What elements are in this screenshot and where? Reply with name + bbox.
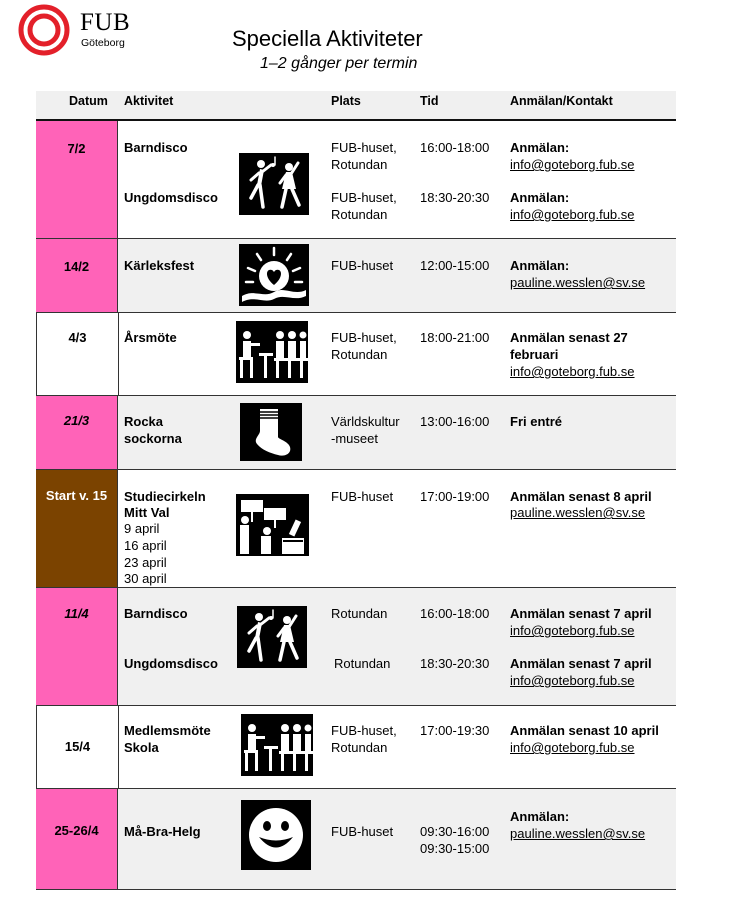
time: 17:00-19:30	[420, 723, 490, 738]
place: Världskultur	[331, 414, 400, 429]
time: 13:00-16:00	[420, 414, 490, 429]
contact-email-link[interactable]: info@goteborg.fub.se	[510, 740, 635, 755]
place: FUB-huset	[331, 489, 394, 504]
time: 16:00-18:00	[420, 140, 490, 155]
contact-label: Anmälan senast 7 april	[510, 606, 652, 621]
activity-name: Rocka	[124, 414, 164, 429]
contact-label: Anmälan senast 8 april	[510, 489, 652, 504]
activity-name: Barndisco	[124, 140, 188, 155]
heart-sun-icon	[239, 244, 309, 306]
meeting-icon	[236, 321, 308, 383]
contact-label: Anmälan senast 7 april	[510, 656, 652, 671]
contact-email-link[interactable]: info@goteborg.fub.se	[510, 623, 635, 638]
session-date: 16 april	[124, 538, 167, 553]
place: FUB-huset,	[331, 723, 397, 738]
column-header-kontakt: Anmälan/Kontakt	[510, 94, 613, 108]
voting-icon	[236, 494, 309, 556]
contact-label: Anmälan:	[510, 258, 570, 273]
time: 09:30-16:00	[420, 824, 490, 839]
activity-name: Skola	[124, 740, 159, 755]
page-title: Speciella Aktiviteter	[232, 26, 423, 51]
table-row	[36, 239, 676, 313]
table-row	[36, 588, 676, 706]
contact-label: Fri entré	[510, 414, 563, 429]
contact-label: Anmälan:	[510, 140, 570, 155]
table-header	[36, 91, 676, 121]
activity-name: Må-Bra-Helg	[124, 824, 201, 839]
sock-icon	[240, 403, 302, 461]
contact-email-link[interactable]: pauline.wesslen@sv.se	[510, 275, 646, 290]
table-row	[36, 396, 676, 470]
date-cell: 15/4	[36, 706, 119, 788]
activity-name: Medlemsmöte	[124, 723, 211, 738]
activity-name: Ungdomsdisco	[124, 656, 218, 671]
contact-email-link[interactable]: info@goteborg.fub.se	[510, 157, 635, 172]
place: Rotundan	[331, 347, 388, 362]
column-header-aktivitet: Aktivitet	[124, 94, 174, 108]
contact-email-link[interactable]: info@goteborg.fub.se	[510, 207, 635, 222]
activity-name: sockorna	[124, 431, 182, 446]
table-row	[36, 313, 676, 396]
time: 09:30-15:00	[420, 841, 490, 856]
place: Rotundan	[331, 606, 388, 621]
activity-name: Årsmöte	[124, 330, 177, 345]
place: -museet	[331, 431, 378, 446]
activity-name: Barndisco	[124, 606, 188, 621]
column-header-datum: Datum	[69, 94, 108, 108]
table-row	[36, 470, 676, 588]
session-date: 23 april	[124, 555, 167, 570]
disco-dancers-icon	[239, 153, 309, 215]
contact-label: februari	[510, 347, 559, 362]
activity-name: Mitt Val	[124, 505, 170, 520]
place: FUB-huset,	[331, 330, 397, 345]
logo-city: Göteborg	[81, 37, 125, 49]
column-header-tid: Tid	[420, 94, 439, 108]
place: Rotundan	[331, 207, 388, 222]
date-cell: 11/4	[36, 588, 118, 705]
date-cell: 4/3	[36, 313, 119, 395]
session-date: 30 april	[124, 571, 167, 586]
time: 17:00-19:00	[420, 489, 490, 504]
date-cell: Start v. 15	[36, 470, 118, 587]
contact-email-link[interactable]: info@goteborg.fub.se	[510, 673, 635, 688]
time: 18:30-20:30	[420, 656, 490, 671]
smiley-icon	[241, 800, 311, 870]
logo-name: FUB	[80, 9, 131, 36]
contact-label: Anmälan:	[510, 809, 570, 824]
place: Rotundan	[331, 740, 388, 755]
time: 16:00-18:00	[420, 606, 490, 621]
time: 18:00-21:00	[420, 330, 490, 345]
session-date: 9 april	[124, 521, 160, 536]
date-cell: 25-26/4	[36, 789, 118, 889]
meeting-icon	[241, 714, 313, 776]
contact-label: Anmälan senast 27	[510, 330, 628, 345]
date-cell: 21/3	[36, 396, 118, 469]
place: FUB-huset	[331, 824, 394, 839]
disco-dancers-icon	[237, 606, 307, 668]
fub-logo-ring-icon	[18, 4, 70, 56]
contact-label: Anmälan:	[510, 190, 570, 205]
contact-email-link[interactable]: info@goteborg.fub.se	[510, 364, 635, 379]
place: FUB-huset	[331, 258, 394, 273]
activity-name: Ungdomsdisco	[124, 190, 218, 205]
fub-logo	[18, 4, 148, 56]
contact-email-link[interactable]: pauline.wesslen@sv.se	[510, 826, 646, 841]
date-cell: 7/2	[36, 121, 118, 238]
date-cell: 14/2	[36, 239, 118, 312]
column-header-plats: Plats	[331, 94, 361, 108]
time: 18:30-20:30	[420, 190, 490, 205]
contact-label: Anmälan senast 10 april	[510, 723, 659, 738]
table-row	[36, 789, 676, 890]
place: FUB-huset,	[331, 140, 397, 155]
table-row	[36, 121, 676, 239]
table-row	[36, 706, 676, 789]
time: 12:00-15:00	[420, 258, 490, 273]
contact-email-link[interactable]: pauline.wesslen@sv.se	[510, 505, 646, 520]
activity-name: Studiecirkeln	[124, 489, 206, 504]
place: FUB-huset,	[331, 190, 397, 205]
place: Rotundan	[334, 656, 391, 671]
page-subtitle: 1–2 gånger per termin	[260, 55, 418, 72]
activity-name: Kärleksfest	[124, 258, 195, 273]
place: Rotundan	[331, 157, 388, 172]
